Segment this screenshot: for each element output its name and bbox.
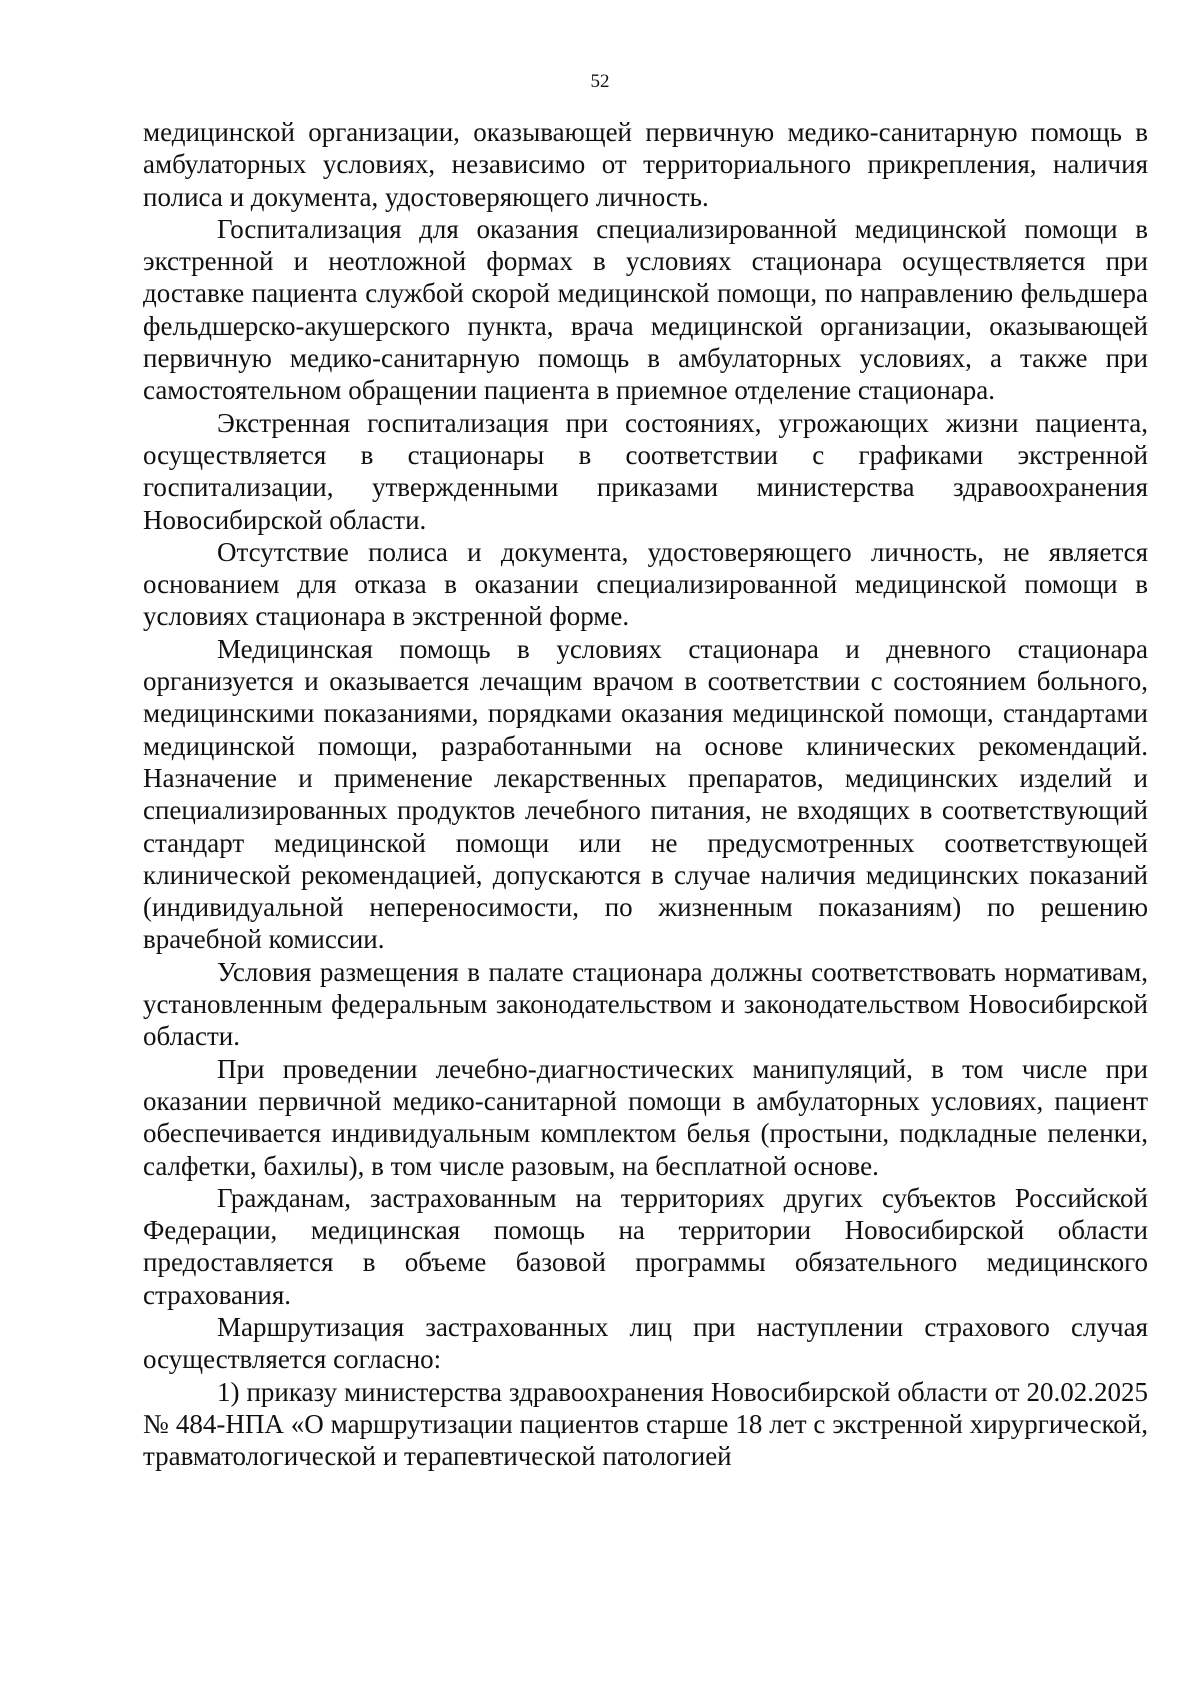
paragraph-4: Отсутствие полиса и документа, удостоверяющего личность, не является основанием для отказа в оказании специализированной медицинской помощи в условиях стационара в экстренной форме.: [143, 536, 1148, 632]
paragraph-7: При проведении лечебно-диагностических манипуляций, в том числе при оказании первичной медико-санитарной помощи в амбулаторных условиях, пациент обеспечивается индивидуальным комплектом белья (простыни, подкладные пеленки, салфетки, бахилы), в том числе разовым, на бесплатной основе.: [143, 1053, 1148, 1181]
paragraph-2: Госпитализация для оказания специализированной медицинской помощи в экстренной и неотложной формах в условиях стационара осуществляется при доставке пациента службой скорой медицинской помощи, по направлению фельдшера фельдшерско-акушерского пункта, врача медицинской организации, оказывающей первичную медико-санитарную помощь в амбулаторных условиях, а также при самостоятельном обращении пациента в приемное отделение стационара.: [143, 213, 1148, 406]
paragraph-8: Гражданам, застрахованным на территориях других субъектов Российской Федерации, медицинская помощь на территории Новосибирской области предоставляется в объеме базовой программы обязательного медицинского страхования.: [143, 1182, 1148, 1310]
paragraph-1: медицинской организации, оказывающей первичную медико-санитарную помощь в амбулаторных условиях, независимо от территориального прикрепления, наличия полиса и документа, удостоверяющего личность.: [143, 117, 1148, 212]
paragraph-9: Маршрутизация застрахованных лиц при наступлении страхового случая осуществляется согласно:: [143, 1311, 1148, 1375]
page-number: 52: [590, 71, 610, 92]
document-body: [143, 116, 1148, 1472]
paragraph-3: Экстренная госпитализация при состояниях, угрожающих жизни пациента, осуществляется в стационары в соответствии с графиками экстренной госпитализации, утвержденными приказами министерства здравоохранения Новосибирской области.: [143, 407, 1148, 535]
paragraph-5: Медицинская помощь в условиях стационара и дневного стационара организуется и оказывается лечащим врачом в соответствии с состоянием больного, медицинскими показаниями, порядками оказания медицинской помощи, стандартами медицинской помощи, разработанными на основе клинических рекомендаций. Назначение и применение лекарственных препаратов, медицинских изделий и специализированных продуктов лечебного питания, не входящих в соответствующий стандарт медицинской помощи или не предусмотренных соответствующей клинической рекомендацией, допускаются в случае наличия медицинских показаний (индивидуальной непереносимости, по жизненным показаниям) по решению врачебной комиссии.: [143, 633, 1148, 955]
paragraph-6: Условия размещения в палате стационара должны соответствовать нормативам, установленным федеральным законодательством и законодательством Новосибирской области.: [143, 956, 1148, 1052]
paragraph-10: 1) приказу министерства здравоохранения Новосибирской области от 20.02.2025 № 484-НПА «О маршрутизации пациентов старше 18 лет с экстренной хирургической, травматологической и терапевтической патологией: [143, 1376, 1148, 1472]
